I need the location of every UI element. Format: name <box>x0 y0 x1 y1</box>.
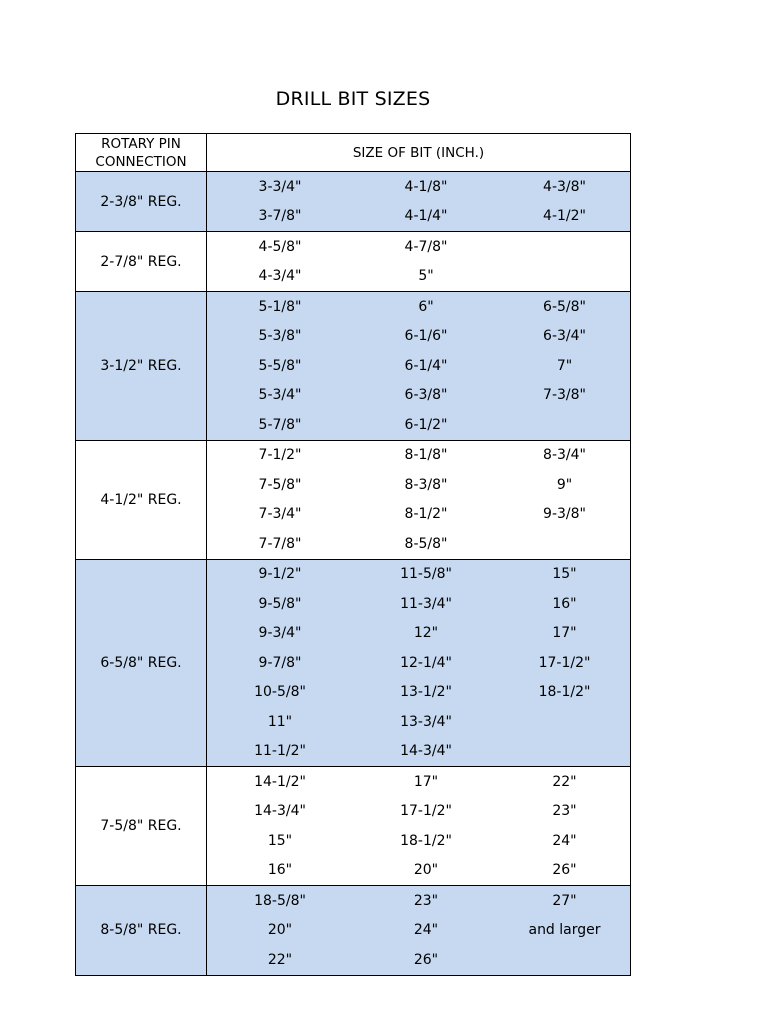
page-title: DRILL BIT SIZES <box>275 88 431 110</box>
size-list <box>207 292 630 440</box>
table-row <box>207 737 630 767</box>
bit-size-cell: 13-3/4" <box>400 713 452 730</box>
connection-header <box>76 134 207 171</box>
size-list <box>207 886 630 975</box>
table-row <box>207 172 630 202</box>
table-row <box>207 886 630 916</box>
bit-size-cell: 7" <box>556 357 573 374</box>
bit-size-cell: 9-3/8" <box>543 506 586 523</box>
bit-size-cell: 6-1/6" <box>404 328 448 345</box>
table-group <box>76 172 630 232</box>
size-list <box>207 232 630 291</box>
bit-size-cell: 6-3/8" <box>404 387 448 404</box>
table-group <box>76 560 630 768</box>
bit-size-cell: 8-1/2" <box>404 506 448 523</box>
table-row <box>207 410 630 440</box>
bit-size-cell: 9-3/4" <box>258 625 302 642</box>
table-row <box>207 262 630 292</box>
table-row <box>207 202 630 232</box>
connection-cell: 6-5/8" REG. <box>76 560 207 767</box>
size-list <box>207 560 630 767</box>
table-header <box>76 134 630 172</box>
table-group <box>76 441 630 560</box>
bit-size-cell: 7-3/8" <box>543 387 586 404</box>
bit-size-cell: 10-5/8" <box>254 684 306 701</box>
bit-size-cell: 8-3/4" <box>543 447 586 464</box>
bit-size-cell: 5-5/8" <box>258 357 302 374</box>
table-row <box>207 648 630 678</box>
size-list <box>207 172 630 231</box>
bit-size-cell: 17-1/2" <box>538 654 591 671</box>
bit-size-cell: 4-1/4" <box>404 208 448 225</box>
drill-bit-table <box>75 133 631 976</box>
bit-size-cell: 22" <box>267 951 293 968</box>
table-row <box>207 678 630 708</box>
bit-size-cell: 16" <box>267 862 293 879</box>
table-row <box>207 292 630 322</box>
bit-size-cell: 15" <box>552 566 577 583</box>
connection-header-line2: CONNECTION <box>95 153 187 170</box>
bit-size-cell: 4-3/4" <box>258 268 302 285</box>
bit-size-cell: and larger <box>528 922 601 939</box>
table-row <box>207 351 630 381</box>
bit-size-cell: 13-1/2" <box>400 684 452 701</box>
bit-size-cell: 14-3/4" <box>254 803 306 820</box>
bit-size-cell: 3-3/4" <box>258 178 302 195</box>
bit-size-cell: 5" <box>418 268 434 285</box>
bit-size-cell: 9-5/8" <box>258 595 302 612</box>
bit-size-cell: 24" <box>413 922 439 939</box>
connection-header-line1: ROTARY PIN <box>101 135 181 152</box>
bit-size-cell: 26" <box>552 862 577 879</box>
bit-size-cell: 5-3/8" <box>258 328 302 345</box>
bit-size-cell: 14-3/4" <box>400 743 452 760</box>
table-row <box>207 322 630 352</box>
bit-size-cell: 23" <box>552 803 577 820</box>
bit-size-cell: 12-1/4" <box>400 654 452 671</box>
bit-size-cell: 18-5/8" <box>254 892 306 909</box>
size-list <box>207 441 630 559</box>
table-row <box>207 856 630 886</box>
bit-size-cell: 17-1/2" <box>400 803 452 820</box>
table-row <box>207 470 630 500</box>
bit-size-cell: 22" <box>552 773 577 790</box>
bit-size-cell: 8-1/8" <box>404 447 448 464</box>
table-group <box>76 292 630 441</box>
connection-cell: 2-7/8" REG. <box>76 232 207 291</box>
table-row <box>207 767 630 797</box>
bit-size-cell: 17" <box>413 773 439 790</box>
bit-size-cell: 18-1/2" <box>538 684 591 701</box>
bit-size-cell: 8-3/8" <box>404 476 448 493</box>
bit-size-cell: 16" <box>552 595 577 612</box>
bit-size-cell: 18-1/2" <box>400 832 452 849</box>
bit-size-cell: 7-3/4" <box>258 506 302 523</box>
bit-size-cell: 4-7/8" <box>404 238 448 255</box>
bit-size-cell: 27" <box>552 892 577 909</box>
table-row <box>207 945 630 975</box>
size-list <box>207 767 630 885</box>
connection-cell: 7-5/8" REG. <box>76 767 207 885</box>
connection-cell: 3-1/2" REG. <box>76 292 207 440</box>
bit-size-cell: 14-1/2" <box>254 773 306 790</box>
table-group <box>76 767 630 886</box>
bit-size-cell: 6-5/8" <box>543 298 586 315</box>
connection-cell: 4-1/2" REG. <box>76 441 207 559</box>
sizes-header: SIZE OF BIT (INCH.) <box>352 144 485 161</box>
table-row <box>207 529 630 559</box>
bit-size-cell: 7-7/8" <box>258 535 302 552</box>
table-body <box>76 172 630 975</box>
bit-size-cell: 6-1/2" <box>404 416 448 433</box>
connection-cell: 2-3/8" REG. <box>76 172 207 231</box>
table-group <box>76 232 630 292</box>
bit-size-cell: 26" <box>413 951 439 968</box>
bit-size-cell: 12" <box>413 625 439 642</box>
table-row <box>207 560 630 590</box>
bit-size-cell: 6" <box>418 298 434 315</box>
bit-size-cell: 23" <box>413 892 439 909</box>
bit-size-cell: 15" <box>267 832 293 849</box>
bit-size-cell: 11" <box>267 713 293 730</box>
bit-size-cell: 6-1/4" <box>404 357 448 374</box>
bit-size-cell: 5-3/4" <box>258 387 302 404</box>
bit-size-cell: 4-1/8" <box>404 178 448 195</box>
bit-size-cell: 6-3/4" <box>543 328 586 345</box>
table-row <box>207 500 630 530</box>
table-row <box>207 916 630 946</box>
table-row <box>207 619 630 649</box>
connection-cell: 8-5/8" REG. <box>76 886 207 975</box>
bit-size-cell: 7-1/2" <box>258 447 302 464</box>
bit-size-cell: 4-1/2" <box>543 208 586 225</box>
table-row <box>207 707 630 737</box>
bit-size-cell: 7-5/8" <box>258 476 302 493</box>
bit-size-cell: 5-7/8" <box>258 416 302 433</box>
bit-size-cell: 9" <box>556 476 573 493</box>
bit-size-cell: 20" <box>413 862 439 879</box>
bit-size-cell: 4-5/8" <box>258 238 302 255</box>
table-row <box>207 797 630 827</box>
table-row <box>207 826 630 856</box>
bit-size-cell: 24" <box>552 832 577 849</box>
bit-size-cell: 11-3/4" <box>400 595 452 612</box>
table-row <box>207 232 630 262</box>
bit-size-cell: 9-1/2" <box>258 566 302 583</box>
table-group <box>76 886 630 975</box>
bit-size-cell: 17" <box>552 625 577 642</box>
bit-size-cell: 5-1/8" <box>258 298 302 315</box>
table-row <box>207 589 630 619</box>
table-row <box>207 381 630 411</box>
bit-size-cell: 9-7/8" <box>258 654 302 671</box>
bit-size-cell: 3-7/8" <box>258 208 302 225</box>
bit-size-cell: 4-3/8" <box>543 178 586 195</box>
table-row <box>207 441 630 471</box>
bit-size-cell: 8-5/8" <box>404 535 448 552</box>
bit-size-cell: 20" <box>267 922 293 939</box>
bit-size-cell: 11-1/2" <box>254 743 306 760</box>
bit-size-cell: 11-5/8" <box>400 566 452 583</box>
